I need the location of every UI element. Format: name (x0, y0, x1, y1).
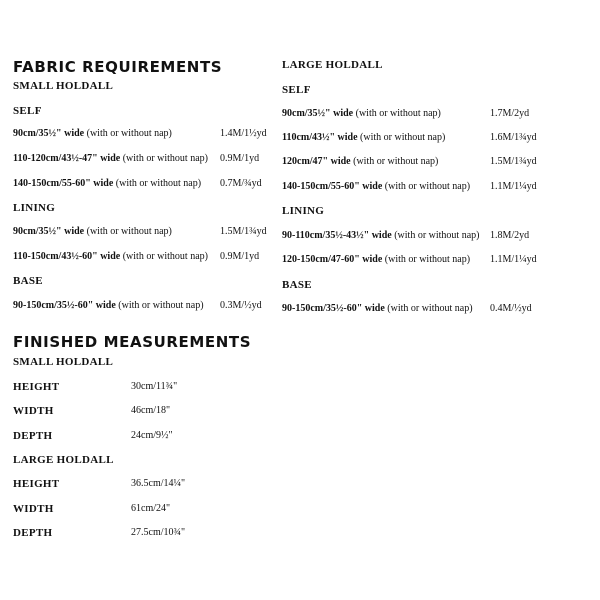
large-base-row-qty: 0.4M/½yd (490, 303, 532, 314)
large-self-row-qty: 1.7M/2yd (490, 108, 530, 119)
large-lining-row-qty: 1.1M/1¼yd (490, 254, 537, 265)
finished-small-holdall-title: SMALL HOLDALL (13, 356, 114, 368)
large-holdall-title: LARGE HOLDALL (282, 59, 383, 71)
small-self-row-size: 110-120cm/43½-47" wide (with or without nap) (13, 153, 208, 164)
large-self-row-qty: 1.1M/1¼yd (490, 181, 537, 192)
large-base-row-size: 90-150cm/35½-60" wide (with or without nap) (282, 303, 473, 314)
small-lining-row-qty: 1.5M/1¾yd (220, 226, 267, 237)
small-self-row-size: 140-150cm/55-60" wide (with or without nap) (13, 178, 202, 189)
large-self-row-size: 120cm/47" wide (with or without nap) (282, 156, 439, 167)
small-self-row-qty: 0.9M/1yd (220, 153, 260, 164)
large-width-label: WIDTH (13, 503, 54, 515)
large-self-row-qty: 1.5M/1¾yd (490, 156, 537, 167)
large-width-value: 61cm/24" (131, 503, 171, 514)
large-depth-value: 27.5cm/10¾" (131, 527, 186, 538)
small-lining-row-size: 90cm/35½" wide (with or without nap) (13, 226, 172, 237)
small-base-label: BASE (13, 275, 43, 287)
small-lining-row-size: 110-150cm/43½-60" wide (with or without nap) (13, 251, 208, 262)
small-lining-row-qty: 0.9M/1yd (220, 251, 260, 262)
large-lining-row-size: 90-110cm/35½-43½" wide (with or without nap) (282, 230, 480, 241)
small-lining-label: LINING (13, 202, 56, 214)
small-self-row-qty: 0.7M/¾yd (220, 178, 262, 189)
large-self-row-qty: 1.6M/1¾yd (490, 132, 537, 143)
large-height-label: HEIGHT (13, 478, 60, 490)
large-self-label: SELF (282, 84, 311, 96)
small-depth-label: DEPTH (13, 430, 53, 442)
small-base-row-qty: 0.3M/½yd (220, 300, 262, 311)
small-height-label: HEIGHT (13, 381, 60, 393)
large-lining-row-qty: 1.8M/2yd (490, 230, 530, 241)
fabric-requirements-heading: FABRIC REQUIREMENTS (13, 58, 223, 76)
large-self-row-size: 90cm/35½" wide (with or without nap) (282, 108, 441, 119)
small-depth-value: 24cm/9½" (131, 430, 173, 441)
small-self-row-size: 90cm/35½" wide (with or without nap) (13, 128, 172, 139)
finished-measurements-heading: FINISHED MEASUREMENTS (13, 333, 252, 351)
small-self-row-qty: 1.4M/1½yd (220, 128, 267, 139)
finished-large-holdall-title: LARGE HOLDALL (13, 454, 114, 466)
large-self-row-size: 110cm/43½" wide (with or without nap) (282, 132, 446, 143)
large-depth-label: DEPTH (13, 527, 53, 539)
large-self-row-size: 140-150cm/55-60" wide (with or without nap) (282, 181, 471, 192)
small-holdall-title: SMALL HOLDALL (13, 80, 114, 92)
small-base-row-size: 90-150cm/35½-60" wide (with or without nap) (13, 300, 204, 311)
large-lining-row-size: 120-150cm/47-60" wide (with or without nap) (282, 254, 471, 265)
small-self-label: SELF (13, 105, 42, 117)
small-width-value: 46cm/18" (131, 405, 171, 416)
large-base-label: BASE (282, 279, 312, 291)
large-lining-label: LINING (282, 205, 325, 217)
large-height-value: 36.5cm/14¼" (131, 478, 186, 489)
small-height-value: 30cm/11¾" (131, 381, 178, 392)
small-width-label: WIDTH (13, 405, 54, 417)
